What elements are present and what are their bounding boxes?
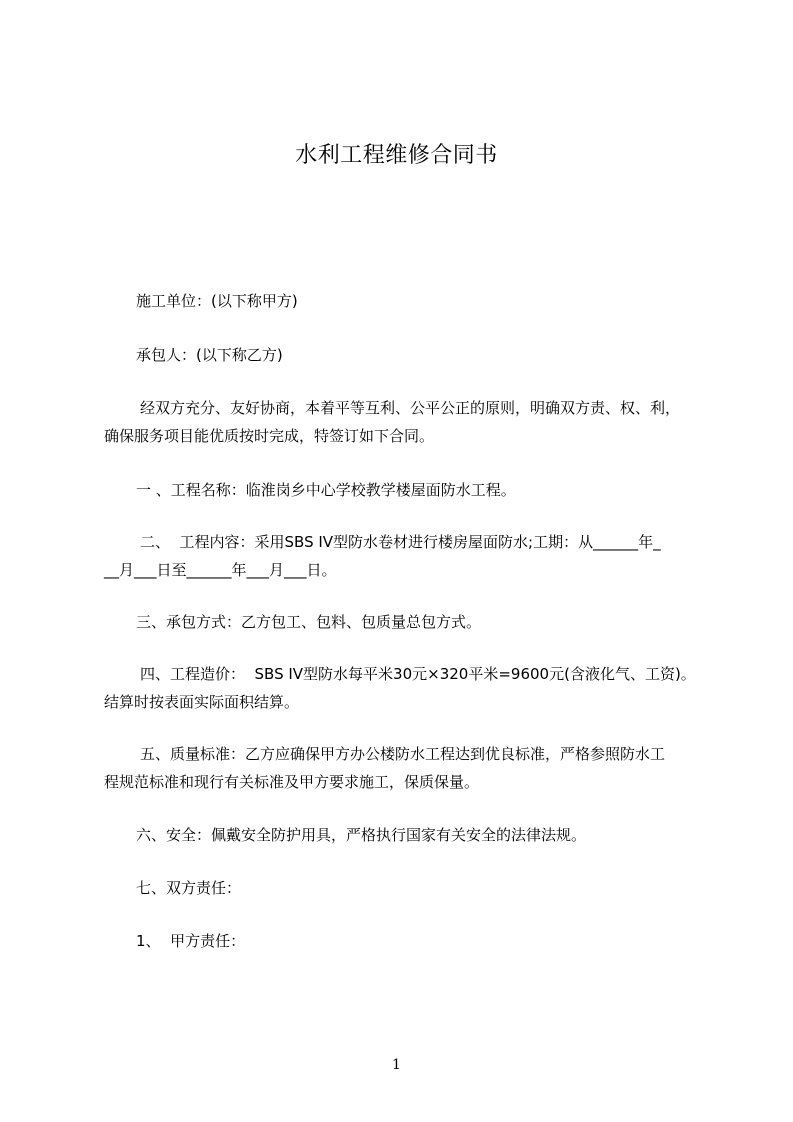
clause-5-line-1: 五、质量标准：乙方应确保甲方办公楼防水工程达到优良标准，严格参照防水工 — [140, 745, 666, 763]
clause-3: 三、承包方式：乙方包工、包料、包质量总包方式。 — [136, 613, 482, 631]
clause-4-line-1: 四、工程造价： SBS IV型防水每平米30元×320平米=9600元(含液化气、工资)。 — [140, 665, 696, 683]
clause-1: 一 、工程名称：临淮岗乡中心学校教学楼屋面防水工程。 — [136, 481, 516, 499]
clause-2-line-2: __月___日至______年___月___日。 — [104, 561, 337, 579]
document-title: 水利工程维修合同书 — [295, 143, 498, 168]
clause-6: 六、安全：佩戴安全防护用具，严格执行国家有关安全的法律法规。 — [136, 826, 587, 844]
clause-4-line-2: 结算时按表面实际面积结算。 — [104, 693, 300, 711]
clause-5-line-2: 程规范标准和现行有关标准及甲方要求施工，保质保量。 — [104, 773, 480, 791]
party-b-line: 承包人：(以下称乙方) — [136, 346, 283, 364]
clause-2-line-1: 二、 工程内容：采用SBS IV型防水卷材进行楼房屋面防水;工期：从______年_ — [140, 533, 661, 551]
party-a-line: 施工单位：(以下称甲方) — [136, 292, 298, 310]
preamble-line-2: 确保服务项目能优质按时完成，特签订如下合同。 — [104, 427, 435, 445]
clause-7: 七、双方责任： — [136, 879, 242, 897]
page-number: 1 — [392, 1057, 401, 1073]
preamble-line-1: 经双方充分、友好协商，本着平等互利、公平公正的原则，明确双方责、权、利， — [140, 399, 681, 417]
clause-7-1: 1、 甲方责任： — [136, 932, 246, 950]
